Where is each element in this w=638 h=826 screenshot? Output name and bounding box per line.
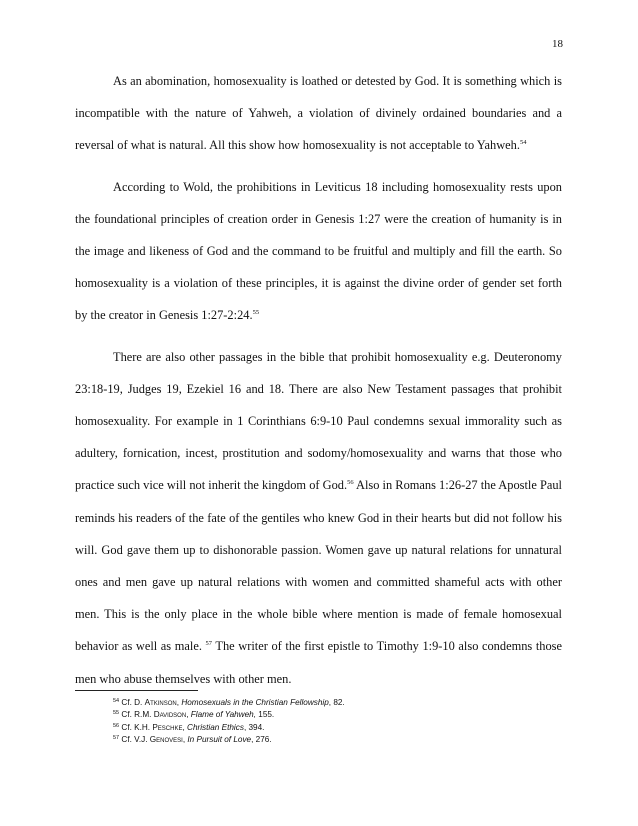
body-text xyxy=(75,65,562,704)
footnote-title: In Pursuit of Love xyxy=(187,735,252,745)
footnote-author: Atkinson xyxy=(144,698,177,707)
paragraph-text: As an abomination, homosexuality is loathed or detested by God. It is something which is incompatible with the nature of Yahweh, a violation of divinely ordained boundaries and a reversal of what is natural. All this show how homosexuality is not acceptable to Yahweh. xyxy=(75,74,562,153)
footnote-ref[interactable]: 55 xyxy=(252,309,260,317)
paragraph-2 xyxy=(75,171,562,332)
footnote-author: Peschke xyxy=(152,722,183,732)
footnote-57: $^{57}$ Cf. V.J. Genovesi, In Pursuit of Love, 276. xyxy=(113,735,272,745)
footnote-number: 56 xyxy=(113,722,120,729)
footnote-54: $^{54}$ Cf. D. Atkinson, Homosexuals in the Christian Fellowship, 82. xyxy=(113,698,345,707)
footnote-ref[interactable]: 56 xyxy=(347,479,354,487)
footnote-title: Christian Ethics xyxy=(187,722,244,732)
footnote-ref[interactable]: 54 xyxy=(519,139,527,147)
paragraph-text: The writer of the first epistle to Timothy 1:9-10 also condemns those men who abuse themselves with other men. xyxy=(75,639,562,686)
paragraph-1 xyxy=(75,65,562,162)
footnote-author: Genovesi xyxy=(149,735,183,745)
paragraph-text: There are also other passages in the bible that prohibit homosexuality e.g. Deuteronomy 23:18-19, Judges 19, Ezekiel 16 and 18. There are also New Testament passages that prohibit homosexuality. For example in 1 Corinthians 6:9-10 Paul condemns sexual immorality such as adultery, fornication, incest, prostitution and sodomy/homosexuality and warns that those who practice such vice will not inherit the kingdom of God. xyxy=(75,349,562,493)
paragraph-text: According to Wold, the prohibitions in Leviticus 18 including homosexuality rests upon the foundational principles of creation order in Genesis 1:27 were the creation of humanity is in the image and likeness of God and the command to be fruitful and multiply and fill the earth. So homosexuality is a violation of these principles, it is against the divine order of gender set forth by the creator in Genesis 1:27-2:24. xyxy=(75,179,562,323)
footnote-author: Davidson xyxy=(153,710,187,720)
paragraph-text: Also in Romans 1:26-27 the Apostle Paul reminds his readers of the fate of the gentiles who knew God in their hearts but did not follow his will. God gave them up to dishonorable passion. Women gave up natural relations for unnatural ones and men gave up natural relations with women and committed shameful acts with other men. This is the only place in the whole bible where mention is made of female homosexual behavior as well as male. xyxy=(75,478,562,654)
footnote-number: 55 xyxy=(113,710,120,717)
paragraph-3 xyxy=(75,341,562,695)
page-number: 18 xyxy=(552,38,563,50)
footnote-title: Flame of Yahweh, xyxy=(190,710,256,720)
footnote-ref[interactable]: 57 xyxy=(205,640,213,648)
footnote-number: 54 xyxy=(113,698,120,704)
footnote-56: $^{56}$ Cf. K.H. Peschke, Christian Ethics, 394. xyxy=(113,722,265,732)
footnote-55: $^{55}$ Cf. R.M. Davidson, Flame of Yahweh, 155. xyxy=(113,710,275,720)
footnotes xyxy=(113,697,563,747)
footnote-separator xyxy=(75,690,198,691)
footnote-title: Homosexuals in the Christian Fellowship xyxy=(181,698,329,707)
footnote-number: 57 xyxy=(113,735,120,742)
